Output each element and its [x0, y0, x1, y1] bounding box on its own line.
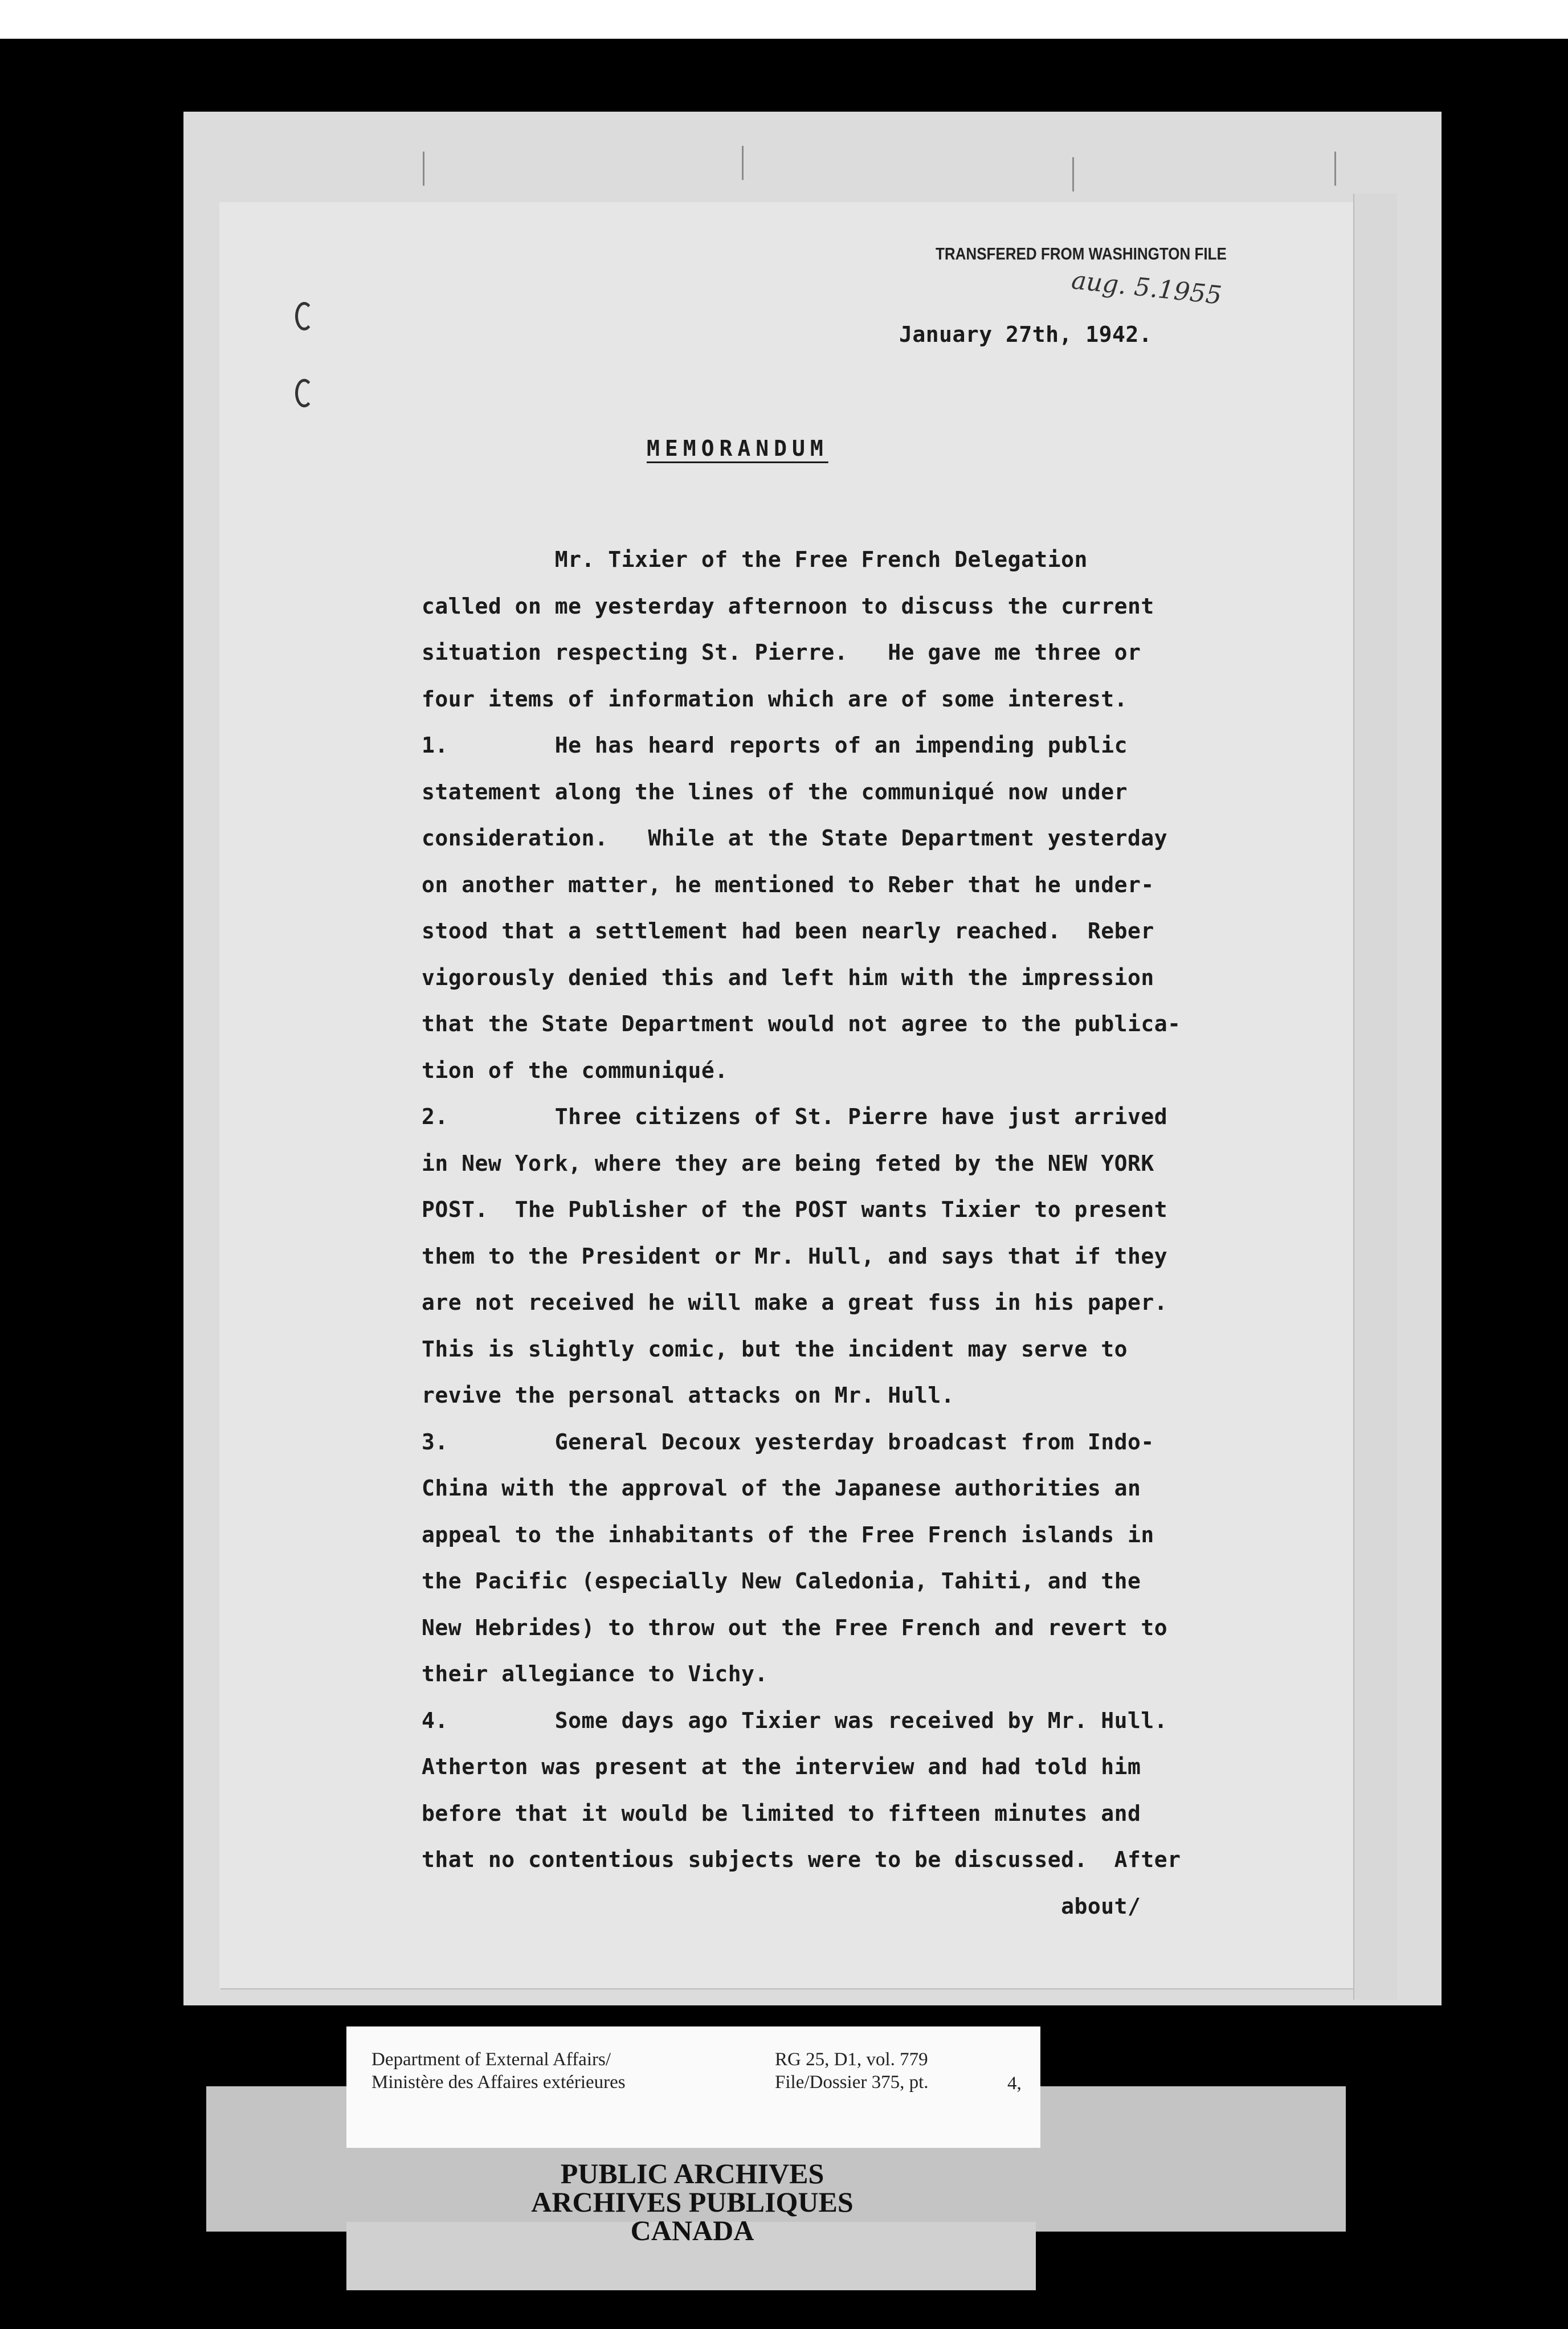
body-line: in New York, where they are being feted by the NEW YORK — [422, 1150, 1154, 1176]
archive-reference-label — [346, 2026, 1040, 2148]
department-english: Department of External Affairs/ — [371, 2049, 611, 2070]
memo-title: MEMORANDUM — [647, 436, 828, 461]
body-line: This is slightly comic, but the incident may serve to — [422, 1336, 1128, 1362]
body-line: 4. Some days ago Tixier was received by Mr. Hull. — [422, 1707, 1168, 1733]
body-line: stood that a settlement had been nearly reached. Reber — [422, 918, 1154, 943]
body-line: are not received he will make a great fuss in his paper. — [422, 1290, 1168, 1315]
body-line: that no contentious subjects were to be discussed. After — [422, 1847, 1181, 1872]
body-line: Mr. Tixier of the Free French Delegation — [422, 547, 1088, 572]
body-line: tion of the communiqué. — [422, 1057, 728, 1083]
body-line: before that it would be limited to fifteen minutes and — [422, 1800, 1141, 1826]
punch-hole — [295, 302, 313, 330]
scan-top-border — [0, 0, 1568, 39]
body-line: about/ — [422, 1893, 1141, 1919]
body-line: China with the approval of the Japanese authorities an — [422, 1476, 1141, 1501]
body-line: called on me yesterday afternoon to discuss the current — [422, 593, 1154, 619]
body-line: four items of information which are of some interest. — [422, 686, 1128, 712]
body-line: POST. The Publisher of the POST wants Tixier to present — [422, 1197, 1168, 1222]
body-line: situation respecting St. Pierre. He gave me three or — [422, 640, 1141, 665]
record-group: RG 25, D1, vol. 779 — [775, 2049, 928, 2070]
body-line: that the State Department would not agree to the publica- — [422, 1011, 1181, 1036]
punch-hole — [295, 379, 313, 407]
handwritten-note: aug. 5.1955 — [1070, 265, 1223, 310]
body-line: New Hebrides) to throw out the Free French and revert to — [422, 1615, 1168, 1640]
page-edge — [1353, 194, 1397, 2000]
body-line: 2. Three citizens of St. Pierre have just arrived — [422, 1104, 1168, 1129]
body-line: 3. General Decoux yesterday broadcast from Indo- — [422, 1429, 1154, 1454]
body-line: their allegiance to Vichy. — [422, 1661, 768, 1686]
body-line: 1. He has heard reports of an impending public — [422, 733, 1128, 758]
body-line: consideration. While at the State Department yesterday — [422, 826, 1168, 851]
department-label — [371, 2048, 626, 2094]
archive-stamp — [342, 2159, 1043, 2245]
body-line: appeal to the inhabitants of the Free French islands in — [422, 1522, 1154, 1547]
body-line: revive the personal attacks on Mr. Hull. — [422, 1383, 955, 1408]
transfer-stamp: TRANSFERED FROM WASHINGTON FILE — [936, 243, 1227, 264]
part-number: 4, — [1007, 2073, 1022, 2094]
pencil-mark — [423, 152, 424, 186]
body-line: on another matter, he mentioned to Reber that he under- — [422, 872, 1154, 897]
body-line: them to the President or Mr. Hull, and says that if they — [422, 1243, 1168, 1269]
body-line: the Pacific (especially New Caledonia, Tahiti, and the — [422, 1568, 1141, 1593]
archive-stamp-line: ARCHIVES PUBLIQUES — [531, 2186, 854, 2218]
pencil-mark — [1334, 152, 1336, 186]
body-line: statement along the lines of the communiqué now under — [422, 779, 1128, 804]
body-line: Atherton was present at the interview and had told him — [422, 1754, 1141, 1779]
file-dossier: File/Dossier 375, pt. — [775, 2072, 929, 2093]
memo-date: January 27th, 1942. — [899, 322, 1153, 347]
pencil-mark — [742, 146, 744, 180]
archive-stamp-line: CANADA — [630, 2214, 754, 2246]
pencil-mark — [1072, 157, 1074, 191]
body-line: vigorously denied this and left him with the impression — [422, 965, 1154, 990]
department-french: Ministère des Affaires extérieures — [371, 2072, 626, 2093]
archive-stamp-line: PUBLIC ARCHIVES — [560, 2158, 824, 2189]
memo-body — [422, 547, 1181, 1940]
file-reference — [775, 2048, 929, 2094]
